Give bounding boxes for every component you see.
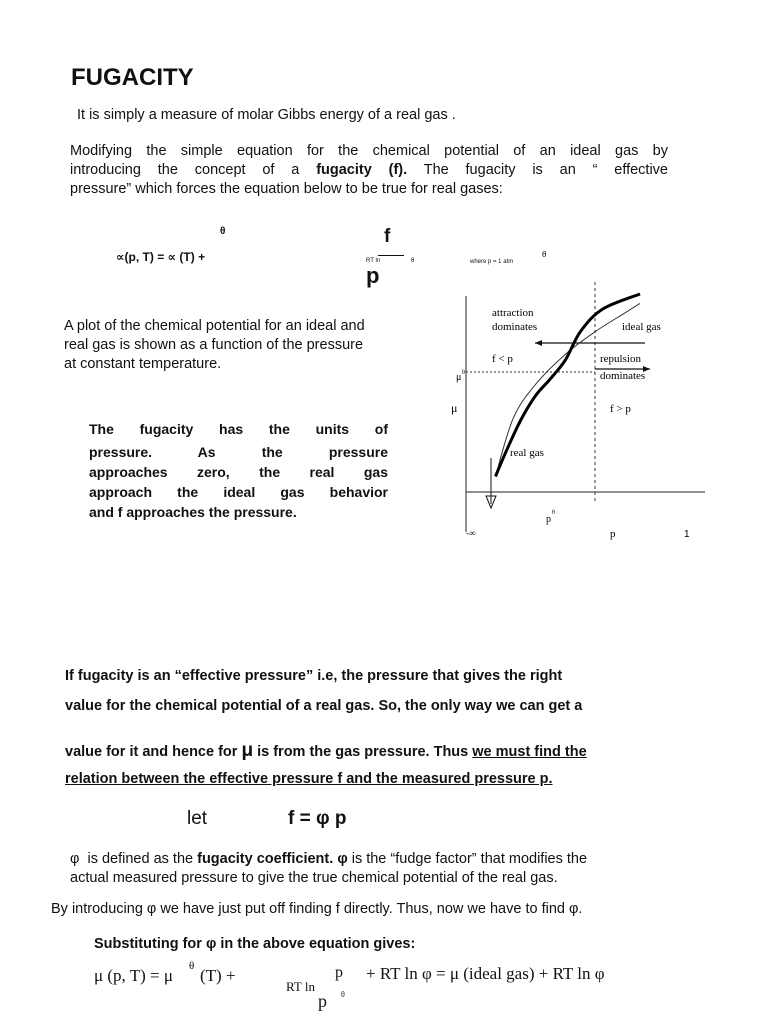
modifying-line-3: pressure” which forces the equation below to be true for real gases:	[70, 181, 503, 197]
effective-line-3	[65, 740, 587, 762]
modifying-line-2	[70, 161, 668, 180]
plot-line-3: at constant temperature.	[64, 356, 222, 372]
effective-line-3-pre: value for it and hence for	[65, 744, 238, 760]
units-line-1: The fugacity has the units of	[89, 421, 388, 437]
eq3-small-theta: θ	[341, 990, 345, 999]
chemical-potential-chart	[440, 282, 710, 544]
eq3-rt-ln: RT ln	[286, 979, 315, 994]
x-axis-label: p	[610, 528, 616, 540]
label-mu-theta: μ	[456, 372, 462, 383]
eq1-numerator: f	[384, 226, 391, 247]
units-line-2: pressure. As the pressure	[89, 444, 388, 460]
units-line-5: and f approaches the pressure.	[89, 504, 297, 520]
label-real-gas: real gas	[510, 447, 544, 459]
label-one: 1	[684, 529, 690, 540]
phi-bold-symbol: φ	[337, 851, 348, 867]
label-repulsion-dominates: dominates	[600, 370, 646, 382]
phi-def-post: is the “fudge factor” that modifies the	[351, 851, 588, 867]
effective-line-3-mid: is from the gas pressure. Thus	[257, 744, 469, 760]
label-f-gt-p: f > p	[610, 403, 631, 415]
phi-definition-line-1	[70, 850, 587, 869]
effective-line-3-underlined: we must find the	[472, 744, 587, 760]
mu-symbol: μ	[241, 740, 254, 761]
page-title: FUGACITY	[71, 64, 194, 91]
phi-symbol: φ	[70, 851, 80, 867]
units-line-3: approaches zero, the real gas	[89, 464, 388, 480]
eq3-lhs: μ (p, T) = μ	[94, 966, 173, 985]
label-p-theta-sup: θ	[552, 510, 555, 516]
eq1-denominator: p	[366, 263, 380, 288]
eq1-small-theta: θ	[411, 258, 415, 264]
eq3-t-plus: (T) +	[200, 966, 236, 985]
label-attraction: attraction	[492, 307, 534, 319]
phi-def-pre: is defined as the	[87, 851, 194, 867]
eq1-rt-ln: RT ln	[366, 258, 381, 264]
label-neg-infinity: -∞	[466, 528, 476, 538]
introducing-text: By introducing φ we have just put off finding f directly. Thus, now we have to find φ.	[51, 901, 583, 917]
substituting-text: Substituting for φ in the above equation gives:	[94, 936, 416, 952]
eq1-theta-right: θ	[542, 250, 547, 259]
modifying-line-1: Modifying the simple equation for the chemical potential of an ideal gas by	[70, 143, 668, 159]
effective-line-2: value for the chemical potential of a real gas. So, the only way we can get a	[65, 698, 583, 714]
attraction-arrowhead	[535, 340, 542, 346]
label-ideal-gas: ideal gas	[622, 321, 661, 333]
eq3-rhs: + RT ln φ = μ (ideal gas) + RT ln φ	[366, 964, 605, 983]
phi-definition-line-2: actual measured pressure to give the true chemical potential of the real gas.	[70, 870, 558, 886]
modifying-line-2-post: The fugacity is an “ effective	[423, 162, 668, 178]
effective-line-4: relation between the effective pressure f and the measured pressure p.	[65, 771, 553, 787]
label-p-theta: p	[546, 514, 551, 525]
label-attraction-dominates: dominates	[492, 321, 538, 333]
plot-line-2: real gas is shown as a function of the pressure	[64, 337, 364, 353]
eq1-lhs: ∝(p, T) = ∝ (T) +	[116, 250, 206, 264]
eq1-theta-superscript: θ	[220, 226, 226, 237]
fugacity-coefficient-term: fugacity coefficient.	[197, 851, 334, 867]
units-line-4: approach the ideal gas behavior	[89, 484, 388, 500]
eq3-theta: θ	[189, 960, 195, 972]
eq3-numerator: p	[335, 964, 343, 981]
eq1-fraction-bar	[378, 255, 404, 256]
eq1-where: where p = 1 atm	[470, 259, 514, 265]
units-paragraph	[89, 419, 388, 522]
modifying-line-2-pre: introducing the concept of a	[70, 162, 300, 178]
y-axis-label: μ	[451, 401, 458, 415]
modifying-paragraph	[70, 142, 668, 199]
plot-paragraph	[64, 317, 444, 374]
label-mu-theta-sup: θ	[462, 370, 465, 376]
effective-line-1: If fugacity is an “effective pressure” i.e, the pressure that gives the right	[65, 668, 563, 684]
let-word: let	[187, 808, 208, 829]
label-repulsion: repulsion	[600, 353, 641, 365]
f-phi-p-equation: f = φ p	[288, 808, 347, 829]
intro-text: It is simply a measure of molar Gibbs energy of a real gas .	[77, 107, 456, 123]
plot-line-1: A plot of the chemical potential for an ideal and	[64, 318, 365, 334]
eq3-denominator: p	[318, 991, 327, 1011]
fugacity-term: fugacity (f).	[316, 162, 408, 178]
label-f-lt-p: f < p	[492, 353, 513, 365]
